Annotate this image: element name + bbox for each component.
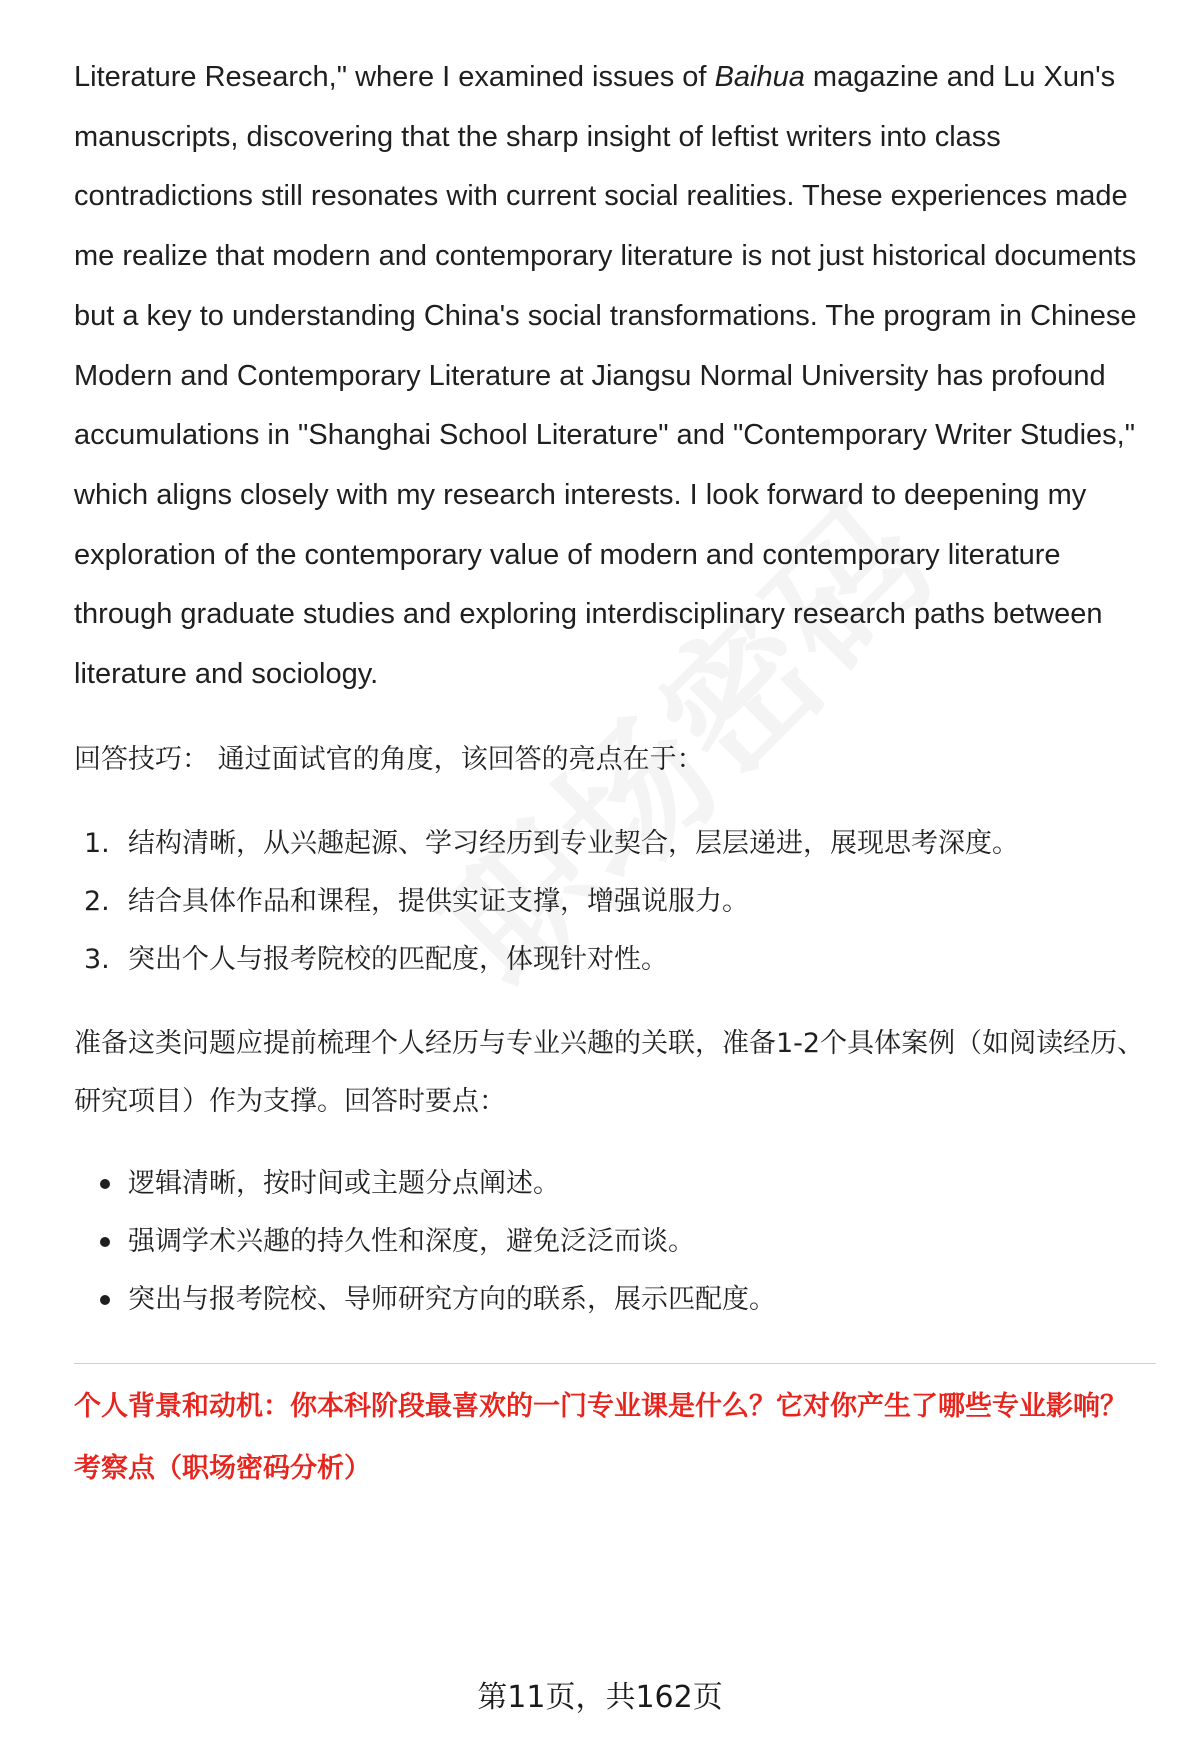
- list-item: [74, 815, 1156, 873]
- list-number: 2.: [84, 885, 110, 917]
- page-number: 第11页，共162页: [477, 1680, 723, 1715]
- list-item-text: 突出与报考院校、导师研究方向的联系，展示匹配度。: [128, 1283, 776, 1315]
- bullet-icon: [100, 1237, 110, 1247]
- preparation-paragraph: 准备这类问题应提前梳理个人经历与专业兴趣的关联，准备1-2个具体案例（如阅读经历、研究项目）作为支撑。回答时要点：: [74, 1027, 1145, 1117]
- answer-text-rest: magazine and Lu Xun's manuscripts, discovering that the sharp insight of leftist writers into class contradictions still resonates with current social realities. These experiences made me realize that modern and contemporary literature is not just historical documents but a key to understanding China's social transformations. The program in Chinese Modern and Contemporary Literature at Jiangsu Normal University has profound accumulations in "Shanghai School Literature" and "Contemporary Writer Studies," which aligns closely with my research interests. I look forward to deepening my exploration of the contemporary value of modern and contemporary literature through graduate studies and exploring interdisciplinary research paths between literature and sociology.: [74, 61, 1137, 691]
- list-item-text: 突出个人与报考院校的匹配度，体现针对性。: [128, 943, 668, 975]
- list-number: 3.: [84, 943, 110, 975]
- magazine-title: Baihua: [714, 61, 805, 93]
- key-points-list: [74, 1155, 1156, 1329]
- answer-text-start: Literature Research," where I examined issues of: [74, 61, 715, 93]
- answer-paragraph: [74, 48, 1156, 705]
- list-item-text: 强调学术兴趣的持久性和深度，避免泛泛而谈。: [128, 1225, 695, 1257]
- list-item: [74, 1213, 1156, 1271]
- next-question-heading: 个人背景和动机：你本科阶段最喜欢的一门专业课是什么？它对你产生了哪些专业影响？: [74, 1390, 1127, 1422]
- document-page: [74, 48, 1156, 1490]
- list-item-text: 结合具体作品和课程，提供实证支撑，增强说服力。: [128, 885, 749, 917]
- list-item: [74, 1155, 1156, 1213]
- list-item: [74, 931, 1156, 989]
- bullet-icon: [100, 1295, 110, 1305]
- list-item-text: 结构清晰，从兴趣起源、学习经历到专业契合，层层递进，展现思考深度。: [128, 827, 1019, 859]
- bullet-icon: [100, 1179, 110, 1189]
- list-item: [74, 873, 1156, 931]
- list-item-text: 逻辑清晰，按时间或主题分点阐述。: [128, 1167, 560, 1199]
- list-item: [74, 1271, 1156, 1329]
- tips-list: [74, 815, 1156, 989]
- analysis-subheading: 考察点（职场密码分析）: [74, 1452, 371, 1484]
- answer-tips-label: 回答技巧： 通过面试官的角度，该回答的亮点在于：: [74, 743, 704, 775]
- list-number: 1.: [84, 827, 110, 859]
- section-divider: [74, 1363, 1156, 1364]
